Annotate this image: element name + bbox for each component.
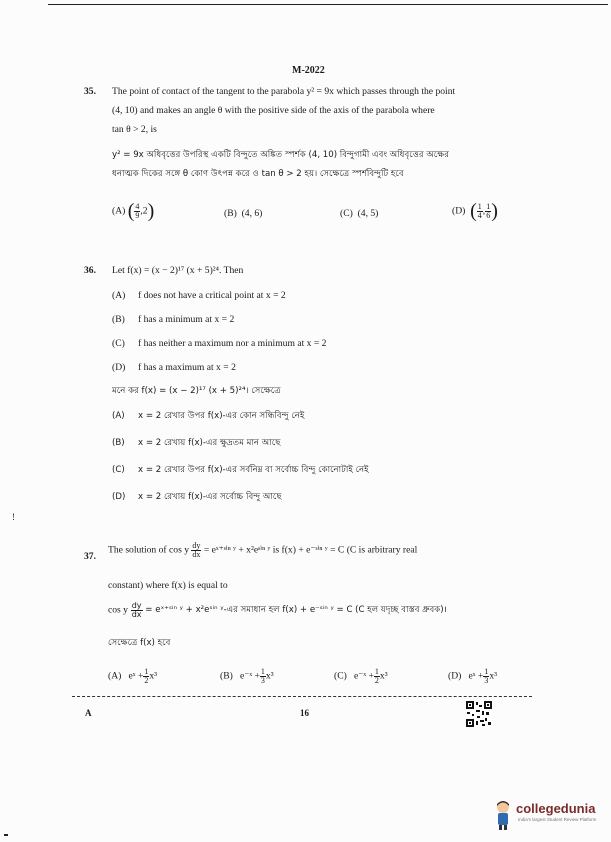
paren: ( bbox=[127, 200, 135, 222]
fraction: $\frac{4}{9}$ bbox=[135, 202, 140, 220]
question-text-bn: সেক্ষেত্রে f(x) হবে bbox=[108, 638, 171, 648]
question-text-en: Let f(x) = (x − 2)¹⁷ (x + 5)²⁴. Then bbox=[112, 265, 244, 276]
option-label: (A) bbox=[112, 205, 126, 217]
edge-marker bbox=[4, 834, 8, 836]
option-c bbox=[340, 208, 378, 220]
question-text-bn: ধনাত্মক দিকের সঙ্গে θ কোণ উৎপন্ন করে ও tan θ > 2 হয়। সেক্ষেত্রে স্পর্শবিন্দুটি হবে bbox=[112, 169, 404, 179]
option-d-bn: (D) x = 2 রেখায় f(x)-এর সর্বোচ্চ বিন্দু আছে bbox=[112, 492, 282, 502]
option-a bbox=[112, 199, 154, 224]
option-c-bn: (C) x = 2 রেখার উপর f(x)-এর সর্বনিম্ন বা সর্বোচ্চ বিন্দু কোনোটাই নেই bbox=[112, 465, 369, 475]
question-text-bn: মনে কর f(x) = (x − 2)¹⁷ (x + 5)²⁴। সেক্ষেত্রে bbox=[112, 386, 281, 396]
question-number: 37. bbox=[84, 551, 96, 562]
question-text-en: The point of contact of the tangent to the parabola y² = 9x which passes through the point bbox=[112, 86, 456, 97]
option-b: (B) f has a minimum at x = 2 bbox=[112, 314, 235, 325]
qr-code-icon bbox=[466, 701, 492, 727]
option-text: ,2 bbox=[140, 205, 148, 217]
question-text-bn: y² = 9x অধিবৃত্তের উপরিস্থ একটি বিন্দুতে অঙ্কিত স্পর্শক (4, 10) বিন্দুগামী এবং অধিবৃত্তের অক্ষের bbox=[112, 150, 449, 160]
option-a: (A) eˣ + $\frac{1}{2}$ x³ bbox=[108, 667, 158, 685]
footer-rule bbox=[72, 696, 532, 697]
option-d: (D) ( $\frac{1}{4}$ , $\frac{1}{6}$ ) bbox=[452, 200, 498, 222]
option-label: (B) bbox=[224, 208, 237, 219]
set-label: A bbox=[85, 708, 92, 718]
fraction: $\frac{1}{6}$ bbox=[486, 202, 491, 220]
option-text: (4, 6) bbox=[241, 208, 263, 219]
option-text: (4, 5) bbox=[357, 208, 379, 219]
option-d: (D) eˣ + $\frac{1}{3}$ x³ bbox=[448, 667, 498, 685]
option-a-bn: (A) x = 2 রেখার উপর f(x)-এর কোন সন্ধিবিন্দু নেই bbox=[112, 411, 305, 421]
paren: ( bbox=[470, 200, 477, 222]
option-c: (C) e⁻ˣ + $\frac{1}{2}$ x³ bbox=[334, 667, 388, 685]
page-header-code: M-2022 bbox=[292, 65, 325, 76]
page-number: 16 bbox=[300, 708, 309, 718]
brand-name: collegedunia bbox=[516, 801, 596, 816]
derivative: $\frac{dy}{dx}$ bbox=[192, 541, 201, 559]
question-text-en: tan θ > 2, is bbox=[112, 124, 157, 135]
option-b-bn: (B) x = 2 রেখায় f(x)-এর ক্ষুদ্রতম মান আছে bbox=[112, 438, 281, 448]
option-d: (D) f has a maximum at x = 2 bbox=[112, 362, 236, 373]
paren: ) bbox=[147, 200, 155, 222]
question-number: 36. bbox=[84, 265, 96, 276]
question-text-en: constant) where f(x) is equal to bbox=[108, 580, 228, 591]
paren: ) bbox=[491, 200, 498, 222]
fraction: $\frac{1}{4}$ bbox=[477, 202, 482, 220]
question-text-en: (4, 10) and makes an angle θ with the positive side of the axis of the parabola where bbox=[112, 105, 435, 116]
brand-tagline: India's largest Student Review Platform bbox=[518, 817, 597, 822]
option-a: (A) f does not have a critical point at x = 2 bbox=[112, 290, 286, 301]
question-text-en: The solution of cos y $\frac{dy}{dx}$ = eˣ⁺ˢⁱⁿ ʸ + x²eˢⁱⁿ ʸ is f(x) + e⁻ˢⁱⁿ ʸ = C (C is arbitrary real bbox=[108, 541, 418, 559]
option-label: (C) bbox=[340, 208, 353, 219]
collegedunia-logo bbox=[492, 798, 604, 832]
student-mascot-icon bbox=[492, 798, 514, 830]
option-b: (B) e⁻ˣ + $\frac{1}{3}$ x³ bbox=[220, 667, 274, 685]
top-rule bbox=[48, 4, 608, 5]
option-b bbox=[224, 208, 262, 220]
edge-mark: ! bbox=[12, 512, 15, 522]
derivative: $\frac{dy}{dx}$ bbox=[131, 601, 142, 619]
option-label: (D) bbox=[452, 205, 466, 217]
question-number: 35. bbox=[84, 86, 96, 97]
option-c: (C) f has neither a maximum nor a minimum at x = 2 bbox=[112, 338, 327, 349]
question-text-bn: cos y $\frac{dy}{dx}$ = eˣ⁺ˢⁱⁿ ʸ + x²eˢⁱⁿ ʸ-এর সমাধান হল f(x) + e⁻ˢⁱⁿ ʸ = C (C হল যদৃচ্ছ বাস্তব ধ্রুবক)। bbox=[108, 601, 447, 619]
